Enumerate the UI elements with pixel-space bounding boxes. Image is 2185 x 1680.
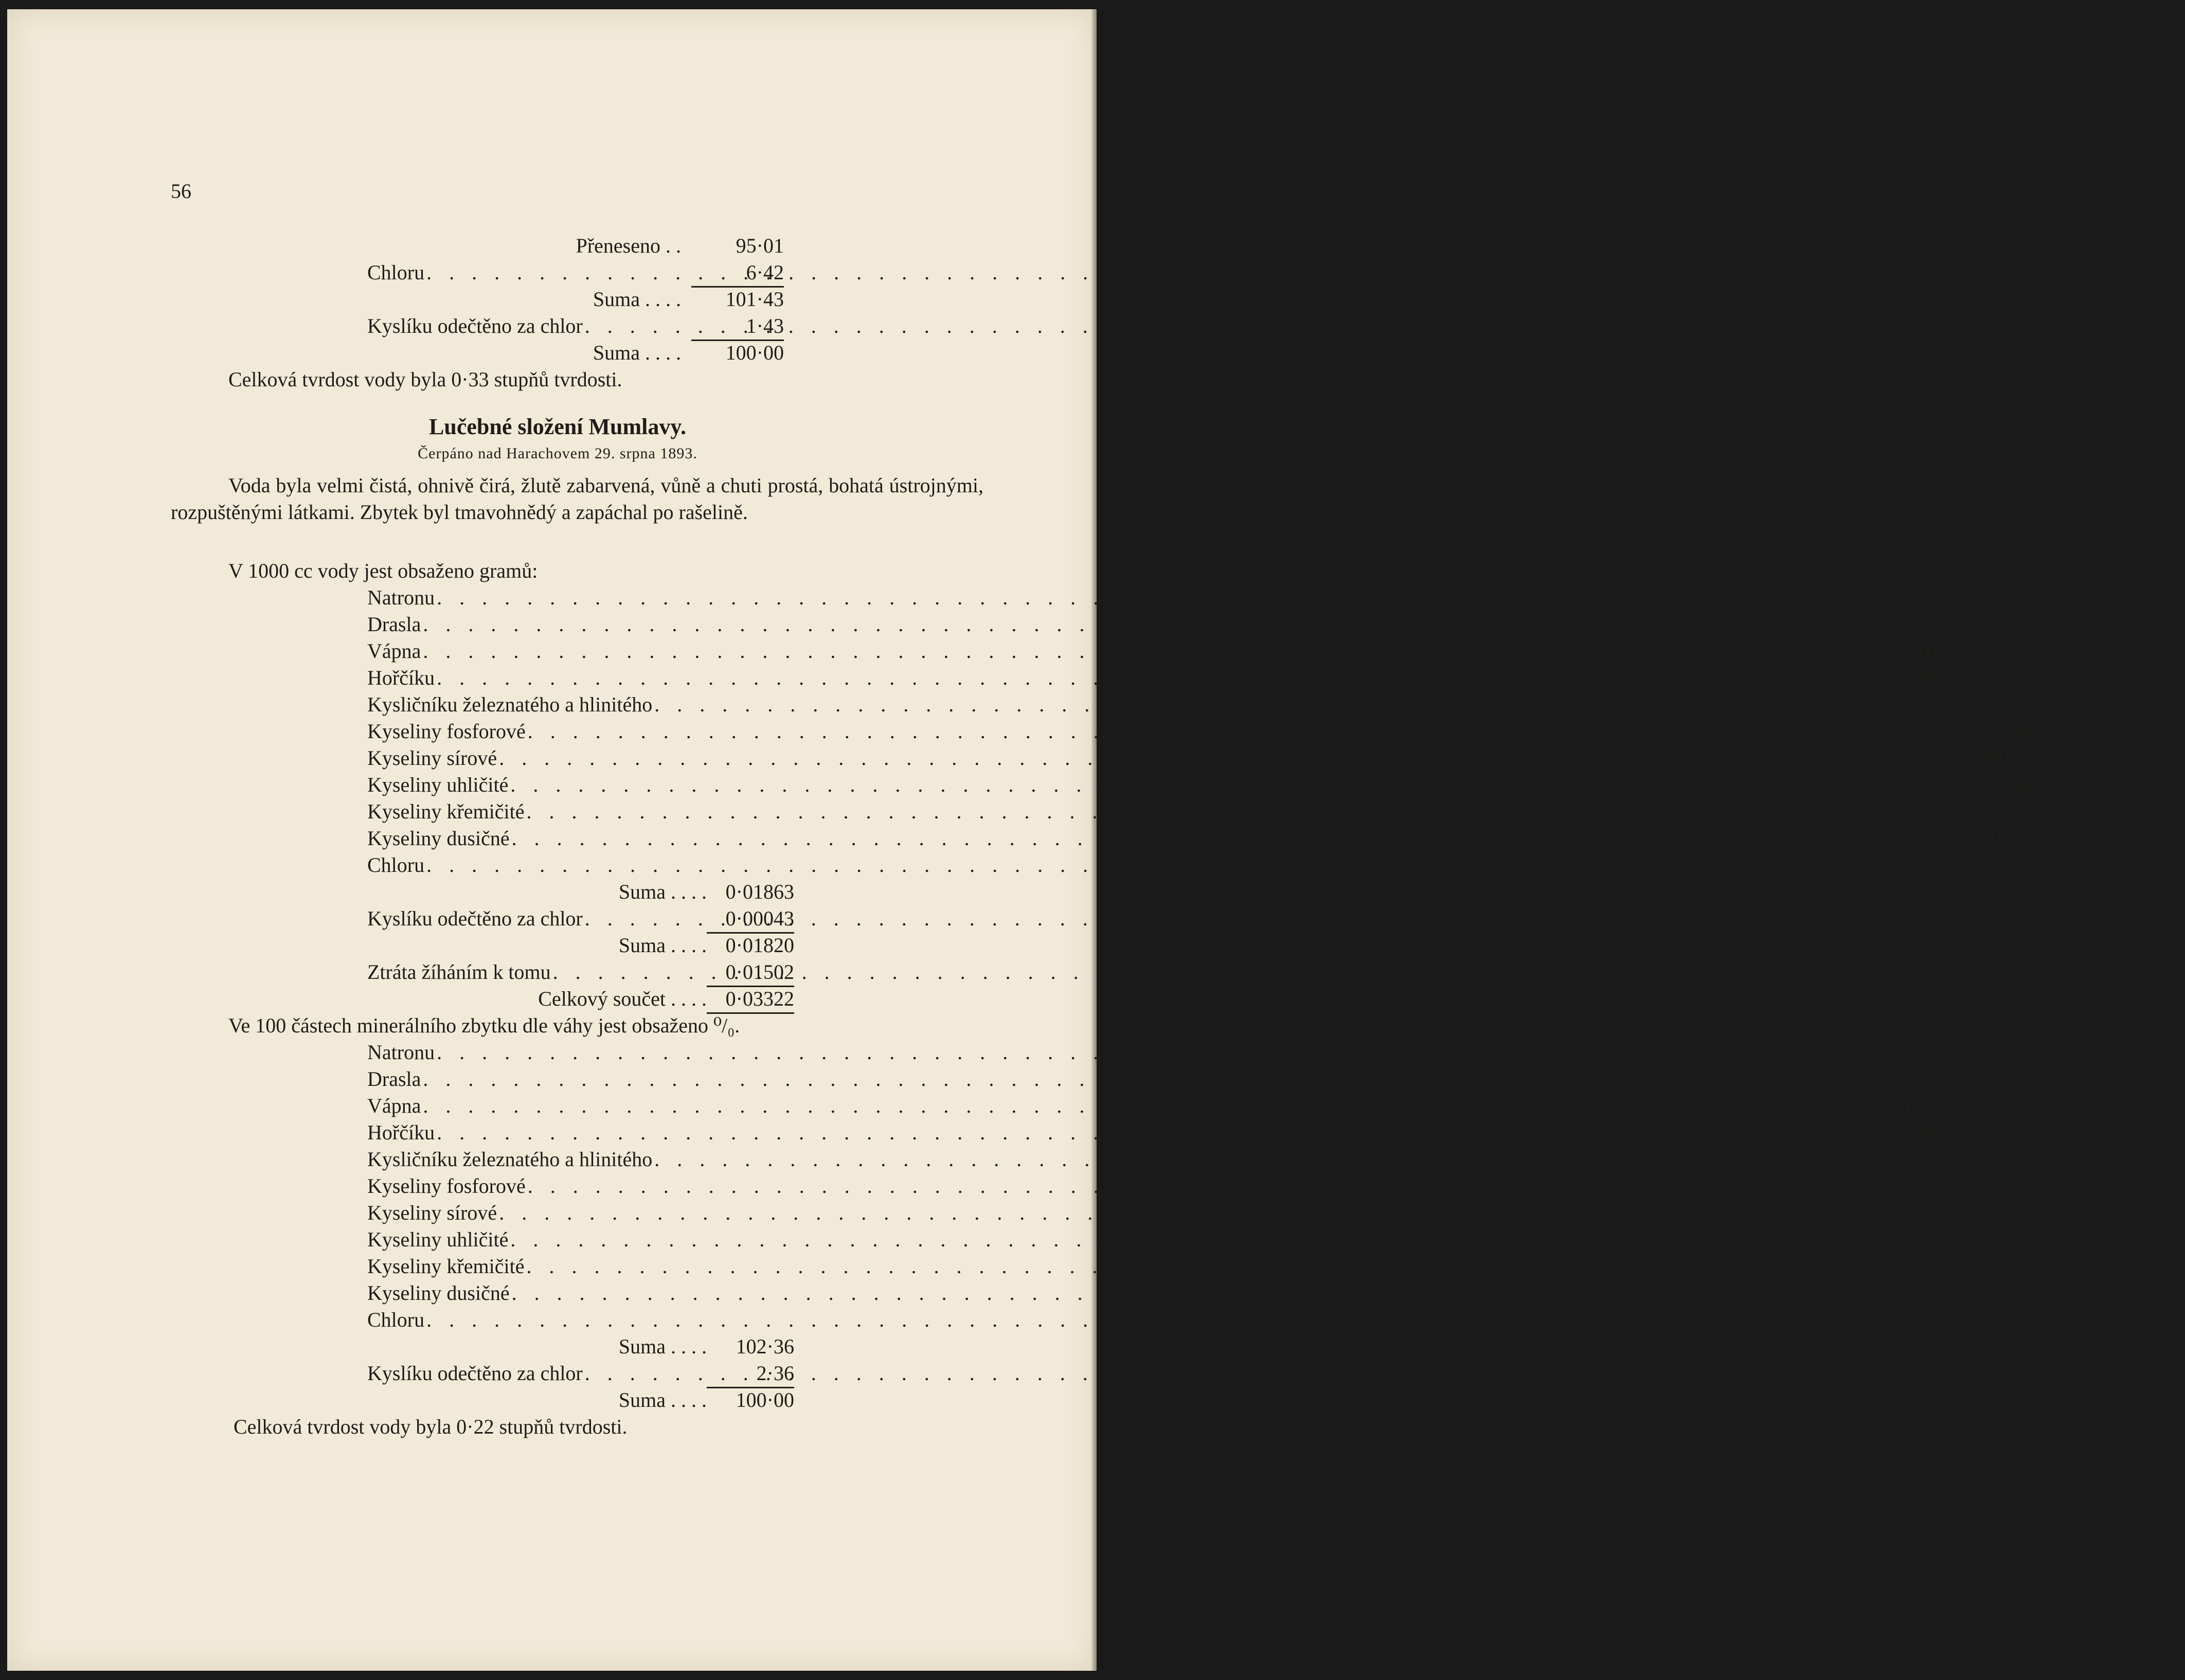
intro-1000: V 1000 cc vody jest obsaženo gramů: [228, 559, 538, 582]
row-value: 0·00078 [1961, 746, 2030, 770]
carried-value: 95·01 [736, 234, 784, 257]
table-row [367, 665, 1967, 691]
t1000-oxygen-row [367, 905, 707, 932]
t1000-loss-value: 0·01502 [707, 959, 794, 987]
chlor-row [367, 259, 691, 286]
section-subtitle: Čerpáno nad Harachovem 29. srpna 1893. [418, 445, 697, 462]
sum2-value: 100·00 [725, 341, 784, 364]
chlor-value: 6·42 [691, 259, 784, 288]
table-row [367, 1226, 2020, 1253]
tpct-oxygen-value: 2·36 [707, 1360, 794, 1388]
row-value: stopy [1989, 720, 2034, 743]
row-value: 11·76 [1885, 1067, 1932, 1091]
t1000-loss-label: Ztráta žíháním k tomu [367, 960, 551, 984]
row-label: Kysličníku železnatého a hlinitého [367, 693, 653, 716]
row-label: Natronu [367, 1041, 435, 1064]
intro-percent: Ve 100 částech minerálního zbytku dle váhy jest obsaženo ⁰/₀. [228, 1014, 740, 1037]
row-label: Hořčíku [367, 666, 435, 689]
row-value: 24·89 [1988, 1255, 2036, 1278]
table-row [367, 1307, 1937, 1335]
table-row [367, 1119, 1937, 1146]
table-row [367, 1173, 2034, 1200]
row-label: Vápna [367, 1094, 421, 1117]
table-row [367, 1093, 1923, 1119]
sum1-value: 101·43 [725, 288, 784, 311]
table-row [367, 745, 2030, 772]
row-value: 9·12 [1885, 1094, 1923, 1117]
sum2-label: Suma . . . . [593, 341, 681, 364]
table-row [367, 691, 2185, 718]
row-label: Kyseliny dusičné [367, 827, 510, 850]
row-value: 0·00036 [1899, 666, 1967, 689]
row-label: Kyseliny fosforové [367, 720, 526, 743]
t1000-sum1-label: Suma . . . . [618, 880, 707, 903]
oxygen-label: Kyslíku odečtěno za chlor [367, 314, 583, 337]
t1000-loss-row [367, 959, 707, 986]
tpct-oxygen-row [367, 1360, 707, 1387]
row-value: 0·00203 [1899, 586, 1967, 609]
hardness-line: Celková tvrdost vody byla 0·33 stupňů tvrdosti. [228, 368, 622, 391]
table-row [367, 638, 1954, 665]
row-value: 0·00162 [2116, 693, 2185, 716]
row-value: 0·00166 [1885, 639, 1954, 663]
t1000-oxygen-label: Kyslíku odečtěno za chlor [367, 907, 583, 930]
table-row [367, 1253, 2036, 1280]
table-row [367, 1039, 1946, 1066]
page-number: 56 [171, 180, 191, 203]
row-label: Drasla [367, 1067, 421, 1091]
row-value: stopy [1989, 1174, 2034, 1198]
table-row [367, 798, 2057, 825]
chlor-label: Chloru [367, 261, 425, 284]
row-value: 11·15 [1899, 1041, 1946, 1064]
row-label: Drasla [367, 613, 421, 636]
t1000-sum2-label: Suma . . . . [618, 934, 707, 957]
table-row [367, 1146, 2154, 1173]
table-row [367, 772, 2041, 798]
row-value: 0·00308 [1972, 773, 2041, 796]
t1000-sum2-value: 0·01820 [725, 934, 794, 957]
document-page [7, 9, 2185, 1671]
table-row [367, 718, 2034, 745]
oxygen-row [367, 313, 691, 339]
table-percent [367, 1039, 2154, 1335]
tpct-sum2-label: Suma . . . . [618, 1388, 707, 1411]
tpct-oxygen-label: Kyslíku odečtěno za chlor [367, 1362, 583, 1385]
row-value: 0·00049 [1973, 827, 2042, 850]
tpct-sum1-label: Suma . . . . [618, 1335, 707, 1358]
carried-label: Přeneseno . . [576, 234, 681, 257]
row-value: 4·29 [1961, 1201, 1999, 1224]
row-label: Natronu [367, 586, 435, 609]
final-hardness: Celková tvrdost vody byla 0·22 stupňů tvrdosti. [234, 1415, 628, 1438]
row-label: Kyseliny křemičité [367, 800, 525, 823]
table-row [367, 852, 1957, 880]
t1000-total-label: Celkový součet . . . . [538, 987, 707, 1010]
row-value: 0·00194 [1888, 852, 1957, 880]
row-label: Kysličníku železnatého a hlinitého [367, 1148, 653, 1171]
section-title: Lučebné složení Mumlavy. [429, 414, 686, 439]
description-paragraph: Voda byla velmi čistá, ohnivě čirá, žlutě zabarvená, vůně a chuti prostá, bohatá ústrojnými, rozpuštěnými látkami. Zbytek byl tmavohnědý a zapáchal po rašelině. [171, 474, 983, 524]
row-label: Kyseliny sírové [367, 1201, 497, 1224]
row-value: 1·98 [1899, 1121, 1937, 1144]
t1000-total-value: 0·03322 [707, 986, 794, 1014]
t1000-oxygen-value: 0·00043 [707, 905, 794, 934]
row-label: Vápna [367, 639, 421, 663]
table-row [367, 1066, 1932, 1093]
row-label: Kyseliny uhličité [367, 1228, 509, 1251]
oxygen-value: 1·43 [691, 313, 784, 341]
row-label: Chloru [367, 853, 425, 877]
table-row [367, 825, 2042, 852]
row-label: Chloru [367, 1308, 425, 1331]
row-label: Kyseliny křemičité [367, 1255, 525, 1278]
t1000-sum1-value: 0·01863 [725, 880, 794, 903]
table-row [367, 611, 1954, 638]
row-value: 0·00435 [1988, 800, 2057, 823]
tpct-sum2-value: 100·00 [736, 1388, 794, 1411]
row-label: Kyseliny dusičné [367, 1281, 510, 1304]
row-value: 16·92 [1972, 1228, 2020, 1251]
row-label: Hořčíku [367, 1121, 435, 1144]
table-row [367, 1200, 1999, 1226]
row-value: 0·00232 [1885, 613, 1954, 636]
tpct-sum1-value: 102·36 [736, 1335, 794, 1358]
sum1-label: Suma . . . . [593, 288, 681, 311]
row-label: Kyseliny uhličité [367, 773, 509, 796]
row-value: 10·66 [1888, 1307, 1936, 1335]
row-label: Kyseliny sírové [367, 746, 497, 770]
row-value: 8·90 [2116, 1148, 2154, 1171]
table-1000 [367, 584, 2185, 880]
table-row [367, 584, 1967, 611]
row-label: Kyseliny fosforové [367, 1174, 526, 1198]
row-value: 2·69 [1973, 1281, 2011, 1304]
table-row [367, 1280, 2011, 1307]
